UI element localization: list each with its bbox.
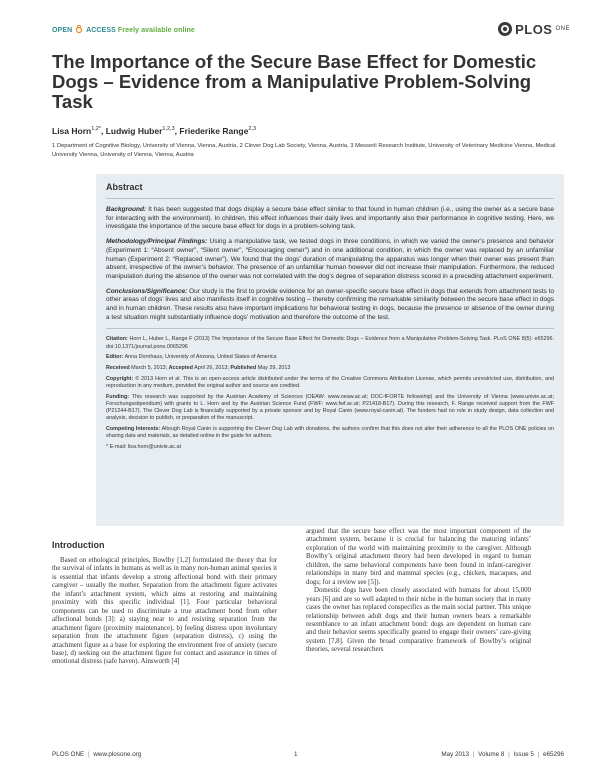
dates-info (106, 365, 554, 372)
plos-wordmark: PLOS (515, 21, 553, 37)
footer-separator: | (87, 751, 90, 758)
meta-text: April 26, 2013; (192, 365, 231, 372)
meta-label: Editor: (106, 354, 124, 361)
author-affiliation-sup: 2,3 (248, 126, 257, 133)
introduction-heading: Introduction (52, 540, 105, 550)
footer-separator: | (537, 751, 540, 758)
abstract-section-text: Using a manipulative task, we tested dogs in three conditions, in which we varied the owner’s presence and behavior (Experiment 1: “Absent owner”, “Silent owner”, “Encouraging owner”) and in one additional condition, in which the owner was replaced by an unfamiliar human (Experiment 2: “Replaced owner”). We found that the dogs’ duration of manipulating the apparatus was longer when their owner was present than absent, irrespective of the owner’s behavior. The presence of an unfamiliar human however did not increase their manipulation. Furthermore, the reduced manipulation during the absence of the owner was not correlated with the dog’s degree of separation distress scored in a preceding attachment experiment. (106, 238, 554, 280)
body-column-right (306, 528, 531, 655)
author-name: Lisa Horn (52, 126, 92, 136)
meta-text: March 5, 2013; (129, 365, 169, 372)
footer-separator: | (508, 751, 510, 758)
meta-label: Funding: (106, 393, 130, 400)
abstract-section-label: Methodology/Principal Findings: (106, 238, 208, 246)
meta-label: Published (230, 365, 257, 372)
footer-separator: | (472, 751, 475, 758)
abstract-section-text: It has been suggested that dogs display a secure base effect similar to that found in human children (i.e., using the owner as a secure base for interacting with the environment). In children, this effect influences their daily lives and importantly also their performance in cognitive testing. Here, we investigate the importance of the secure base effect for dogs in a problem-solving task. (106, 206, 554, 231)
body-paragraph: argued that the secure base effect was the most important component of the attachment system, because it is crucial for balancing the maturing infants’ exploration of the world with maintaining proximity to the caregiver. Although Bowlby’s original attachment theory had been developed in regard to human children, the same behavioral components have been found in infant-caregiver relationships in many bird and mammal species (e.g., chicken, macaques, and dogs; for a review see [5]). (306, 528, 531, 586)
abstract-section-label: Conclusions/Significance: (106, 287, 188, 295)
one-wordmark: ONE (555, 26, 570, 32)
meta-text: Altough Royal Canin is supporting the Clever Dog Lab with donations, the authors confirm that this does not alter their adherence to all the PLOS ONE policies on sharing data and materials, as detailed online in the guide for authors. (106, 425, 554, 440)
affiliation-number: 3 (350, 143, 354, 149)
meta-text: This research was supported by the Austrian Academy of Sciences (OEAW: www.oeaw.ac.at; DOC-fFORTE fellowship) and the University of Vienna (www.univie.ac.at; Forschungsstipendium) with grants to L. Horn and by the Austrian Science Fund (FWF: www.fwf.ac.at; P21418-B17). During this research, F. Range received support from the FWF (P21244-B17). The Clever Dog Lab is financially supported by a private sponsor and by Royal Canin (www.royal-canin.at). The funders had no role in study design, data collection and analysis, decision to publish, or preparation of the manuscript. (106, 393, 554, 422)
abstract-divider (106, 328, 554, 329)
footer-article-id: e65296 (542, 751, 564, 758)
abstract-section-text: Our study is the first to provide evidence for an owner-specific secure base effect in dogs that extends from attachment tests to other areas of dogs’ lives and also manifests itself in cognitive testing – thereby confirming the remarkable similarity between the secure base effect in dogs and in human children. These results also have important implications for behavioral testing in dogs, because the presence or absence of the owner during a test situation might substantially influence dogs’ motivation and therefore the outcome of the test. (106, 287, 554, 321)
author-affiliation-sup: 1,2,3 (162, 126, 175, 133)
open-access-lock-icon (75, 25, 83, 33)
meta-text: © 2013 Horn et al. This is an open-access article distributed under the terms of the Creative Commons Attribution License, which permits unrestricted use, distribution, and reproduction in any medium, provided the original author and source are credited. (106, 375, 554, 389)
footer-date: May 2013 (441, 751, 469, 758)
author-name: Ludwig Huber (105, 126, 163, 136)
footer-issue: Issue 5 (513, 751, 534, 758)
meta-label: Copyright: (106, 375, 134, 382)
email-link[interactable]: * E-mail: lisa.horn@univie.ac.at (106, 443, 181, 450)
author-affiliation-sup: 1,2 (91, 126, 99, 133)
footer-journal (52, 751, 141, 758)
affiliation-text: Clever Dog Lab Society, Vienna, Austria, (244, 143, 349, 149)
abstract-background (106, 206, 554, 232)
abstract-box (96, 174, 564, 526)
article-title: The Importance of the Secure Base Effect for Domestic Dogs – Evidence from a Manipulative Problem-Solving Task (52, 51, 537, 112)
abstract-methodology (106, 238, 554, 282)
meta-label: Citation: (106, 336, 128, 343)
plos-one-logo (497, 20, 570, 38)
footer-url[interactable]: www.plosone.org (93, 751, 142, 758)
page-number: 1 (294, 751, 298, 758)
meta-text: Anna Dornhaus, University of Arizona, United States of America (123, 354, 277, 361)
meta-text: Horn L, Huber L, Range F (2013) The Importance of the Secure Base Effect for Domestic Dogs – Evidence from a Manipulative Problem-Solving Task. PLoS ONE 8(5): e65296. doi:10.1371/journal.pone.0065296 (106, 336, 554, 350)
body-paragraph: Based on ethological principles, Bowlby [1,2] formulated the theory that for the survival of infants in humans as well as in many non-human animal species it is essential that infants develop a strong affectional bond with their primary caregiver – usually the mother. Separation from the attachment figure activates the infant’s attachment system, which aims at restoring and maintaining proximity with this specific individual [1]. Four particular behavioral components can be used to discriminate a true attachment bond from other affectional bonds [3]: a) staying near to and resisting separation from the attachment figure (proximity maintenance), b) feeling distress upon involuntary separation from the attachment figure (separation distress), c) using the attachment figure as a base for exploring the environment free of anxiety (secure base), d) seeking out the attachment figure for contact and assurance in times of emotional distress (safe haven). Ainsworth [4] (52, 557, 277, 666)
open-label: OPEN (52, 27, 73, 34)
footer-journal-name: PLOS ONE (52, 751, 85, 758)
freely-available-label: Freely available online (117, 27, 195, 34)
footer-volume: Volume 8 (478, 751, 505, 758)
author-name: Friederike Range (179, 126, 249, 136)
corresponding-mark: * (98, 126, 101, 133)
meta-label: Received (106, 365, 130, 372)
editor-info (106, 354, 554, 361)
body-column-left (52, 557, 277, 667)
page-footer (52, 751, 564, 761)
affiliation-number: 1 (52, 143, 56, 149)
affiliation-number: 2 (239, 143, 243, 149)
affiliation-text: Department of Cognitive Biology, University of Vienna, Vienna, Austria, (56, 143, 238, 149)
citation-info (106, 336, 554, 350)
open-access-badge (52, 25, 195, 34)
abstract-divider (106, 198, 554, 199)
abstract-heading: Abstract (106, 182, 143, 192)
meta-label: Competing Interests: (106, 425, 161, 432)
footer-issue-info (441, 751, 564, 758)
affiliations (52, 142, 564, 160)
competing-interests-info (106, 426, 554, 440)
funding-info (106, 394, 554, 423)
email-info[interactable] (106, 444, 554, 451)
abstract-section-label: Background: (106, 206, 147, 213)
abstract-conclusions (106, 288, 554, 323)
affiliation-text: Messerli Research Institute, University of Veterinary Medicine Vienna, Medical University Vienna, University of Vienna, Vienna, Austria (52, 143, 556, 158)
journal-header (52, 20, 570, 40)
plos-logo-icon (497, 21, 513, 37)
body-paragraph: Domestic dogs have been closely associated with humans for about 15,000 years [6] and are so well adapted to their niche in the human society that in many cases the owner has replaced conspecifics as the main social partner. This unique relationship between adult dogs and their human owners bears a remarkable resemblance to an infant attachment bond: dogs are dependent on human care and their behavior seems specifically geared to engage their owners’ care-giving system [7,8]. Given the broad comparative framework of Bowlby’s original theories, several researchers (306, 587, 531, 654)
access-label: ACCESS (86, 27, 116, 34)
author-list: Lisa Horn$^{1,2*}$, Ludwig Huber$^{1,2,3}$, Friederike Range$^{2,3}$ (52, 126, 257, 136)
meta-text: May 29, 2013 (256, 365, 291, 372)
meta-label: Accepted (168, 365, 193, 372)
copyright-info (106, 376, 554, 390)
